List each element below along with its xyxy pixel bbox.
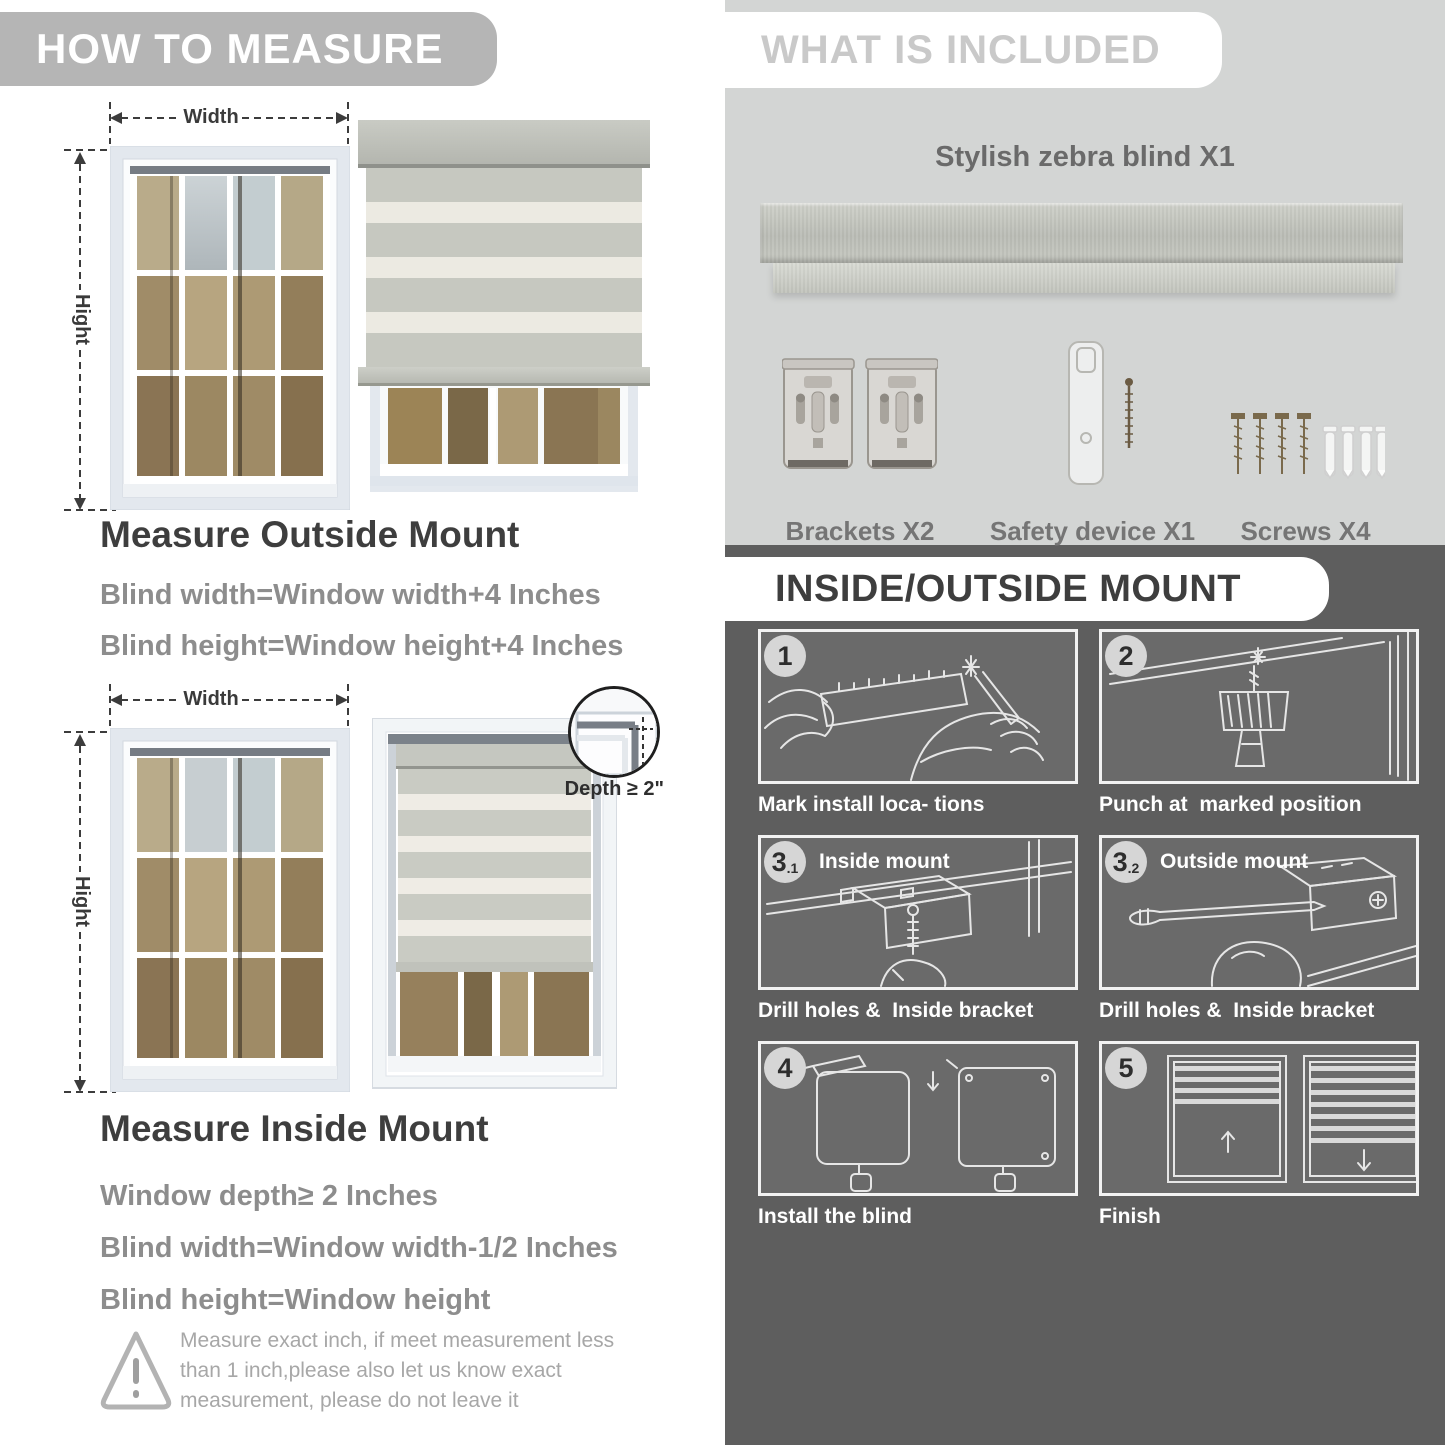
step-4-panel (758, 1041, 1078, 1196)
outside-formula-width: Blind width=Window width+4 Inches (100, 579, 601, 611)
inside-mount-measure-diagram (58, 680, 354, 1100)
step-number: 5 (1118, 1052, 1134, 1083)
item-label-safety-device: Safety device X1 (989, 516, 1196, 546)
warning-note: Measure exact inch, if meet measurement less than 1 inch,please also let us know exact measurement, please do not leave it (180, 1329, 615, 1412)
product-title: Stylish zebra blind X1 (935, 141, 1235, 173)
ruler-hands-art (761, 632, 1075, 781)
width-label: Width (183, 688, 239, 710)
height-label: Hight (71, 294, 93, 346)
step-3-1 (758, 835, 1080, 1023)
step-number: 3 (1112, 846, 1128, 877)
height-label: Hight (71, 876, 93, 928)
inside-formula-depth: Window depth≥ 2 Inches (100, 1180, 438, 1212)
blind-headrail-image (760, 203, 1403, 263)
step-5-panel (1099, 1041, 1419, 1196)
step-1-panel (758, 629, 1078, 784)
how-to-measure-banner (0, 12, 497, 86)
step-5 (1099, 1041, 1421, 1229)
step-number: 4 (777, 1052, 793, 1083)
window-corner-detail-art (571, 689, 657, 775)
inside-outside-mount-title: INSIDE/OUTSIDE MOUNT (775, 567, 1242, 610)
inside-formula-width: Blind width=Window width-1/2 Inches (100, 1232, 618, 1264)
step-subnumber: .2 (1127, 860, 1140, 876)
depth-callout-label: Depth ≥ 2" (564, 778, 664, 800)
window-photo (110, 146, 350, 510)
width-label: Width (183, 106, 239, 128)
drill-art (1102, 632, 1416, 781)
how-to-measure-title: HOW TO MEASURE (36, 25, 444, 72)
step-4 (758, 1041, 1080, 1229)
step-2-caption: Punch at marked position (1099, 793, 1362, 816)
step-3-1-panel (758, 835, 1078, 990)
safety-device-icon (1045, 340, 1145, 490)
inside-outside-mount-banner (725, 557, 1329, 621)
brackets-icon (782, 356, 938, 480)
step-number: 2 (1118, 640, 1134, 671)
step-2 (1099, 629, 1421, 817)
finished-blinds-art (1102, 1044, 1416, 1193)
step-number: 3 (771, 846, 787, 877)
step-2-badge (1105, 635, 1147, 677)
step-3-2-caption: Drill holes & Inside bracket (1099, 999, 1375, 1022)
step-3-2-panel (1099, 835, 1419, 990)
outside-mount-heading: Measure Outside Mount (100, 514, 520, 555)
what-is-included-banner (725, 12, 1222, 88)
what-is-included-title: WHAT IS INCLUDED (761, 27, 1161, 72)
screws-icon (1230, 412, 1385, 482)
warning-icon (98, 1326, 174, 1412)
step-1 (758, 629, 1080, 817)
inside-mount-heading: Measure Inside Mount (100, 1108, 489, 1149)
outside-formula-height: Blind height=Window height+4 Inches (100, 630, 624, 662)
step-3-1-badge (764, 841, 806, 883)
step-1-badge (764, 635, 806, 677)
step-3-2-title: Outside mount (1160, 850, 1309, 873)
step-3-2 (1099, 835, 1421, 1023)
step-subnumber: .1 (786, 860, 799, 876)
step-3-1-caption: Drill holes & Inside bracket (758, 999, 1034, 1022)
item-label-screws: Screws X4 (1240, 516, 1371, 546)
depth-magnifier (568, 686, 660, 778)
blind-headrail-lip (773, 263, 1395, 293)
step-2-panel (1099, 629, 1419, 784)
step-3-1-title: Inside mount (819, 850, 950, 873)
install-blind-art (761, 1044, 1075, 1193)
step-1-caption: Mark install loca- tions (758, 793, 985, 816)
step-4-badge (764, 1047, 806, 1089)
item-label-brackets: Brackets X2 (785, 516, 935, 546)
outside-mount-blind-illustration (358, 120, 650, 495)
step-4-caption: Install the blind (758, 1205, 913, 1228)
inside-mount-blind-illustration (372, 718, 617, 1090)
inside-formula-height: Blind height=Window height (100, 1284, 491, 1316)
outside-mount-measure-diagram (58, 98, 354, 518)
window-photo (110, 728, 350, 1092)
step-5-badge (1105, 1047, 1147, 1089)
step-5-caption: Finish (1099, 1205, 1161, 1228)
step-number: 1 (777, 640, 793, 671)
step-3-2-badge (1105, 841, 1147, 883)
